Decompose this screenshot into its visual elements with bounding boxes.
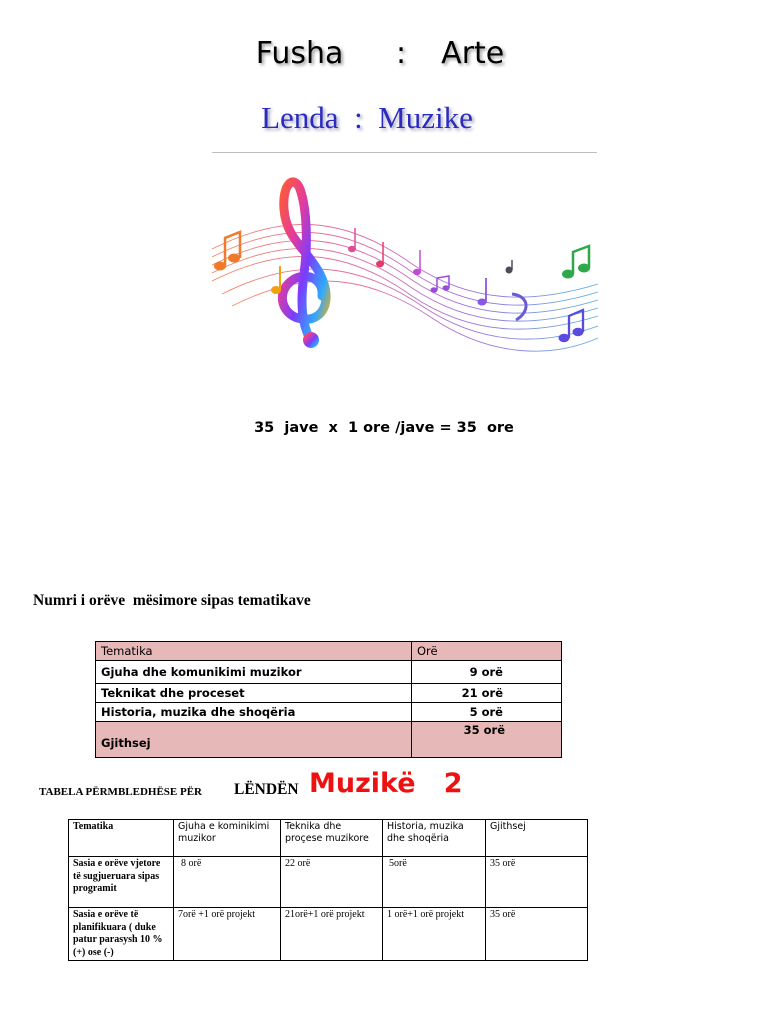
value-cell: 7orë +1 orë projekt: [174, 908, 281, 961]
table-header-row: [96, 642, 562, 661]
header-cell: Gjithsej: [486, 820, 588, 857]
hours-cell: 5 orë: [412, 703, 562, 722]
table-header-row: [69, 820, 588, 857]
table-row: [96, 703, 562, 722]
section-title: Numri i orëve mësimore sipas tematikave: [33, 592, 311, 609]
table-row: [96, 661, 562, 684]
value-cell: 8 orë: [174, 857, 281, 908]
value-cell: 35 orë: [486, 857, 588, 908]
topics-table: [95, 641, 562, 758]
hours-cell: 21 orë: [412, 684, 562, 703]
field-title: Fusha : Arte: [255, 36, 505, 71]
summary-word: LËNDËN: [234, 781, 299, 798]
topic-cell: Historia, muzika dhe shoqëria: [96, 703, 412, 722]
table-row: [69, 908, 588, 961]
header-cell: Historia, muzika dhe shoqëria: [383, 820, 486, 857]
summary-table: [68, 819, 588, 961]
subject-title: Lenda : Muzike: [261, 100, 473, 135]
value-cell: 1 orë+1 orë projekt: [383, 908, 486, 961]
header-cell: Orë: [412, 642, 562, 661]
table-row: [69, 857, 588, 908]
summary-label: TABELA PËRMBLEDHËSE PËR: [39, 786, 202, 798]
topic-cell: Gjuha dhe komunikimi muzikor: [96, 661, 412, 684]
value-cell: 21orë+1 orë projekt: [281, 908, 383, 961]
header-cell: Tematika: [69, 820, 174, 857]
music-notes-illustration: [212, 154, 598, 374]
summary-subject: Muzikë 2: [309, 768, 463, 799]
total-label: Gjithsej: [96, 722, 412, 758]
header-cell: Teknika dhe proçese muzikore: [281, 820, 383, 857]
row-label: Sasia e orëve vjetore të sugjueruara sipas programit: [69, 857, 174, 908]
header-cell: Tematika: [96, 642, 412, 661]
total-hours: 35 orë: [412, 722, 562, 758]
topic-cell: Teknikat dhe proceset: [96, 684, 412, 703]
value-cell: 35 orë: [486, 908, 588, 961]
value-cell: 22 orë: [281, 857, 383, 908]
total-row: [96, 722, 562, 758]
hours-summary: 35 jave x 1 ore /jave = 35 ore: [254, 420, 514, 436]
row-label: Sasia e orëve të planifikuara ( duke patur parasysh 10 % (+) ose (-): [69, 908, 174, 961]
header-cell: Gjuha e kominikimi muzikor: [174, 820, 281, 857]
divider: [212, 152, 597, 153]
table-row: [96, 684, 562, 703]
hours-cell: 9 orë: [412, 661, 562, 684]
value-cell: 5orë: [383, 857, 486, 908]
